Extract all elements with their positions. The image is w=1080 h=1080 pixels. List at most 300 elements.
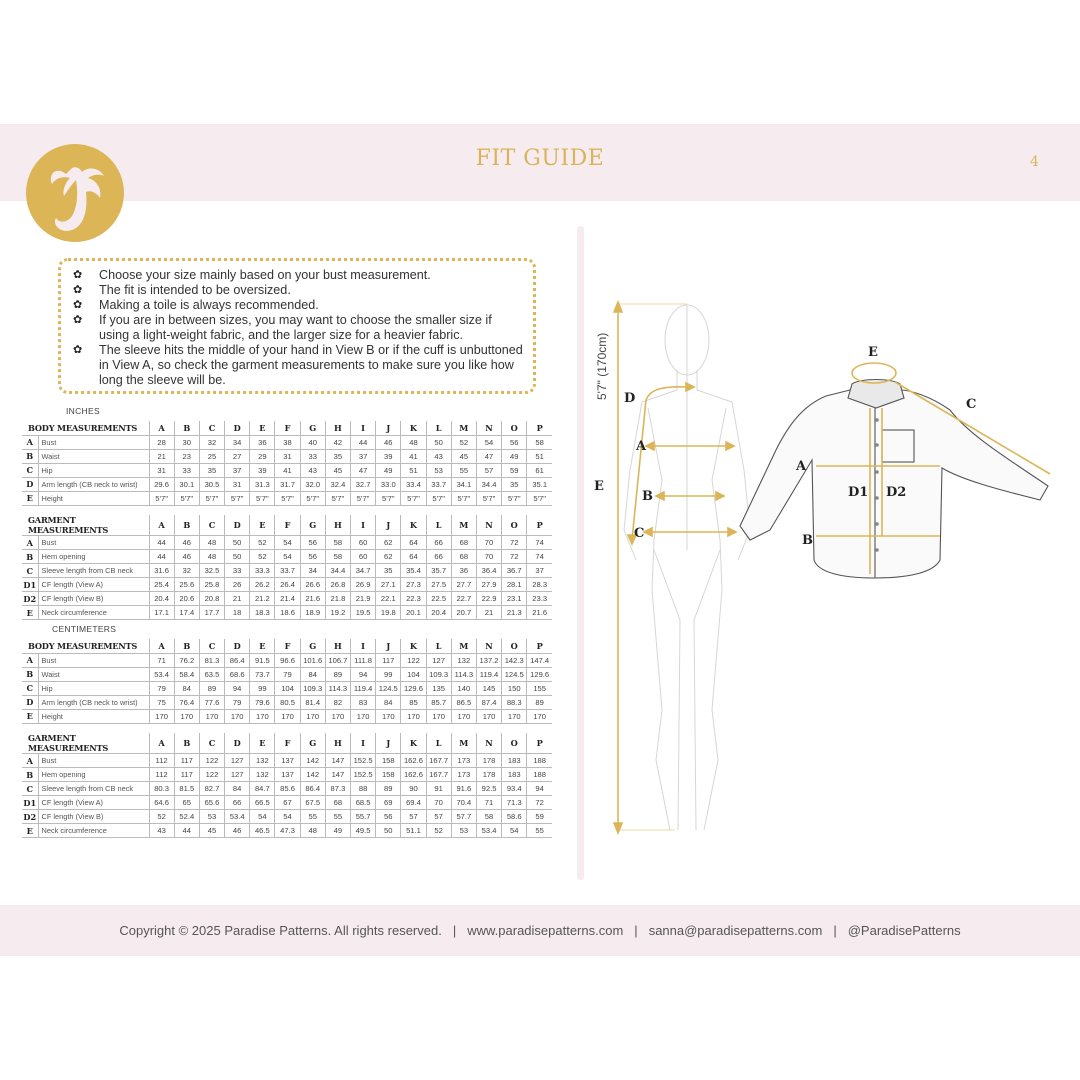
measurement-value: 53 bbox=[199, 810, 224, 824]
centimeters-body-table bbox=[22, 639, 552, 724]
size-column-header: H bbox=[325, 515, 350, 536]
measurement-value: 70 bbox=[476, 550, 501, 564]
measurement-value: 43 bbox=[426, 449, 451, 463]
inches-garment-table bbox=[22, 515, 552, 620]
measurement-value: 74 bbox=[527, 550, 552, 564]
measurement-label: Waist bbox=[38, 449, 149, 463]
size-column-header: L bbox=[426, 733, 451, 754]
size-column-header: L bbox=[426, 515, 451, 536]
measurement-value: 170 bbox=[149, 709, 174, 723]
measurement-value: 72 bbox=[527, 796, 552, 810]
measurement-value: 68.5 bbox=[351, 796, 376, 810]
measurement-value: 88 bbox=[351, 782, 376, 796]
measurement-value: 173 bbox=[451, 754, 476, 768]
measurement-value: 58.6 bbox=[502, 810, 527, 824]
table-header-row bbox=[22, 421, 552, 435]
measurement-value: 170 bbox=[401, 709, 426, 723]
measurement-value: 68.6 bbox=[225, 667, 250, 681]
measurement-value: 109.3 bbox=[426, 667, 451, 681]
measurement-value: 54 bbox=[502, 824, 527, 838]
measurement-value: 72 bbox=[502, 536, 527, 550]
size-column-header: A bbox=[149, 515, 174, 536]
hip-label: C bbox=[634, 526, 645, 541]
size-column-header: E bbox=[250, 515, 275, 536]
measurement-value: 28.1 bbox=[502, 578, 527, 592]
measurement-value: 35.1 bbox=[527, 477, 552, 491]
measurement-value: 5'7" bbox=[149, 491, 174, 505]
measurement-value: 129.6 bbox=[401, 681, 426, 695]
waist-label: B bbox=[642, 489, 653, 504]
size-column-header: D bbox=[225, 639, 250, 653]
measurement-value: 85 bbox=[401, 695, 426, 709]
measurement-value: 22.7 bbox=[451, 592, 476, 606]
size-column-header: O bbox=[502, 421, 527, 435]
measurement-value: 62 bbox=[376, 536, 401, 550]
measurement-value: 188 bbox=[527, 768, 552, 782]
measurement-value: 127 bbox=[426, 653, 451, 667]
measurement-value: 38 bbox=[275, 435, 300, 449]
measurement-value: 26.8 bbox=[325, 578, 350, 592]
measurement-value: 54 bbox=[275, 810, 300, 824]
measurement-code: C bbox=[22, 564, 38, 578]
measurement-value: 5'7" bbox=[275, 491, 300, 505]
website-link[interactable]: www.paradisepatterns.com bbox=[467, 923, 624, 938]
measurement-value: 70 bbox=[426, 796, 451, 810]
size-column-header: P bbox=[527, 515, 552, 536]
table-row bbox=[22, 709, 552, 723]
size-column-header: D bbox=[225, 733, 250, 754]
measurement-value: 152.5 bbox=[351, 754, 376, 768]
size-column-header: P bbox=[527, 421, 552, 435]
measurement-value: 170 bbox=[250, 709, 275, 723]
measurement-value: 48 bbox=[199, 550, 224, 564]
measurement-value: 127 bbox=[225, 754, 250, 768]
measurement-value: 170 bbox=[376, 709, 401, 723]
measurement-value: 32.7 bbox=[351, 477, 376, 491]
measurement-value: 158 bbox=[376, 768, 401, 782]
measurement-value: 167.7 bbox=[426, 754, 451, 768]
measurement-code: E bbox=[22, 491, 38, 505]
measurement-value: 84 bbox=[225, 782, 250, 796]
size-column-header: A bbox=[149, 733, 174, 754]
table-header-row bbox=[22, 515, 552, 536]
size-column-header: K bbox=[401, 733, 426, 754]
measurement-value: 64.6 bbox=[149, 796, 174, 810]
measurement-value: 183 bbox=[502, 768, 527, 782]
size-column-header: B bbox=[174, 515, 199, 536]
measurement-value: 158 bbox=[376, 754, 401, 768]
measurement-code: D bbox=[22, 477, 38, 491]
measurement-value: 150 bbox=[502, 681, 527, 695]
measurement-value: 127 bbox=[225, 768, 250, 782]
table-row bbox=[22, 578, 552, 592]
measurement-value: 79 bbox=[275, 667, 300, 681]
measurement-value: 91.6 bbox=[451, 782, 476, 796]
measurement-label: Bust bbox=[38, 536, 149, 550]
height-code-label: E bbox=[594, 479, 604, 494]
measurement-code: D2 bbox=[23, 593, 37, 604]
measurement-value: 112 bbox=[149, 754, 174, 768]
arm-length-label: D bbox=[624, 391, 636, 406]
measurement-value: 42 bbox=[325, 435, 350, 449]
measurement-value: 20.7 bbox=[451, 606, 476, 620]
measurement-value: 58 bbox=[476, 810, 501, 824]
table-title: BODY MEASUREMENTS bbox=[28, 422, 138, 433]
measurement-value: 45 bbox=[451, 449, 476, 463]
measurement-value: 29 bbox=[250, 449, 275, 463]
measurement-value: 22.9 bbox=[476, 592, 501, 606]
size-column-header: N bbox=[476, 733, 501, 754]
measurement-value: 20.4 bbox=[426, 606, 451, 620]
measurement-value: 27.1 bbox=[376, 578, 401, 592]
measurement-value: 104 bbox=[401, 667, 426, 681]
footer: Copyright © 2025 Paradise Patterns. All rights reserved. | www.paradisepatterns.com | sanna@paradisepatterns.com | @ParadisePatterns bbox=[119, 923, 961, 938]
measurement-value: 90 bbox=[401, 782, 426, 796]
table-row bbox=[22, 606, 552, 620]
column-divider bbox=[577, 226, 584, 880]
measurement-value: 73.7 bbox=[250, 667, 275, 681]
measurement-value: 155 bbox=[527, 681, 552, 695]
measurement-label: Hem opening bbox=[38, 550, 149, 564]
size-column-header: O bbox=[502, 515, 527, 536]
size-column-header: F bbox=[275, 421, 300, 435]
measurement-value: 52.4 bbox=[174, 810, 199, 824]
measurement-value: 59 bbox=[502, 463, 527, 477]
measurement-value: 36 bbox=[451, 564, 476, 578]
measurement-value: 111.8 bbox=[351, 653, 376, 667]
measurement-value: 178 bbox=[476, 768, 501, 782]
measurement-value: 50 bbox=[426, 435, 451, 449]
measurement-value: 33.0 bbox=[376, 477, 401, 491]
measurement-value: 30.1 bbox=[174, 477, 199, 491]
measurement-value: 48 bbox=[300, 824, 325, 838]
size-column-header: F bbox=[275, 515, 300, 536]
measurement-value: 27.5 bbox=[426, 578, 451, 592]
measurement-value: 51.1 bbox=[401, 824, 426, 838]
measurement-value: 26.2 bbox=[250, 578, 275, 592]
measurement-value: 5'7" bbox=[199, 491, 224, 505]
measurement-value: 89 bbox=[325, 667, 350, 681]
social-handle-link[interactable]: @ParadisePatterns bbox=[847, 923, 961, 938]
measurement-value: 23.1 bbox=[502, 592, 527, 606]
size-column-header: I bbox=[351, 421, 376, 435]
measurement-code: A bbox=[22, 536, 38, 550]
measurement-value: 26.6 bbox=[300, 578, 325, 592]
measurement-value: 30 bbox=[174, 435, 199, 449]
measurement-value: 23.3 bbox=[527, 592, 552, 606]
size-column-header: K bbox=[401, 421, 426, 435]
measurement-value: 92.5 bbox=[476, 782, 501, 796]
size-column-header: M bbox=[451, 733, 476, 754]
measurement-label: Sleeve length from CB neck bbox=[38, 782, 149, 796]
measurement-value: 5'7" bbox=[376, 491, 401, 505]
measurement-value: 21 bbox=[149, 449, 174, 463]
measurement-value: 101.6 bbox=[300, 653, 325, 667]
measurement-value: 188 bbox=[527, 754, 552, 768]
measurement-value: 64 bbox=[401, 536, 426, 550]
size-column-header: F bbox=[275, 639, 300, 653]
measurement-value: 20.1 bbox=[401, 606, 426, 620]
measurement-value: 170 bbox=[451, 709, 476, 723]
measurement-value: 93.4 bbox=[502, 782, 527, 796]
measurement-value: 19.5 bbox=[351, 606, 376, 620]
measurement-code: A bbox=[22, 435, 38, 449]
table-row bbox=[22, 536, 552, 550]
measurement-value: 5'7" bbox=[225, 491, 250, 505]
measurement-value: 48 bbox=[401, 435, 426, 449]
table-row bbox=[22, 550, 552, 564]
measurement-value: 17.7 bbox=[199, 606, 224, 620]
measurement-value: 5'7" bbox=[401, 491, 426, 505]
table-row bbox=[22, 435, 552, 449]
measurement-value: 52 bbox=[426, 824, 451, 838]
measurement-value: 147 bbox=[325, 768, 350, 782]
bust-label: A bbox=[636, 439, 647, 454]
measurement-code: C bbox=[22, 681, 38, 695]
measurement-value: 27.7 bbox=[451, 578, 476, 592]
measurement-value: 106.7 bbox=[325, 653, 350, 667]
measurement-value: 32 bbox=[199, 435, 224, 449]
measurement-code: E bbox=[22, 824, 38, 838]
measurement-value: 25.4 bbox=[149, 578, 174, 592]
table-title: BODY MEASUREMENTS bbox=[28, 640, 138, 651]
table-row bbox=[22, 796, 552, 810]
measurement-value: 19.2 bbox=[325, 606, 350, 620]
measurement-value: 45 bbox=[325, 463, 350, 477]
measurement-code: B bbox=[22, 667, 38, 681]
measurement-value: 53 bbox=[426, 463, 451, 477]
size-column-header: C bbox=[199, 515, 224, 536]
measurement-value: 162.6 bbox=[401, 768, 426, 782]
size-column-header: N bbox=[476, 639, 501, 653]
measurement-label: Arm length (CB neck to wrist) bbox=[38, 477, 149, 491]
measurement-value: 89 bbox=[527, 695, 552, 709]
size-column-header: L bbox=[426, 421, 451, 435]
measurement-value: 170 bbox=[351, 709, 376, 723]
measurement-value: 21.2 bbox=[250, 592, 275, 606]
measurement-value: 34 bbox=[225, 435, 250, 449]
measurement-value: 86.5 bbox=[451, 695, 476, 709]
measurement-value: 68 bbox=[451, 550, 476, 564]
measurement-value: 51 bbox=[401, 463, 426, 477]
measurement-label: Hem opening bbox=[38, 768, 149, 782]
size-column-header: L bbox=[426, 639, 451, 653]
measurement-value: 36.4 bbox=[476, 564, 501, 578]
size-column-header: B bbox=[174, 733, 199, 754]
measurement-value: 5'7" bbox=[250, 491, 275, 505]
measurement-value: 94 bbox=[351, 667, 376, 681]
measurement-value: 32.4 bbox=[325, 477, 350, 491]
size-column-header: O bbox=[502, 733, 527, 754]
measurement-value: 25.6 bbox=[174, 578, 199, 592]
flower-bullet-icon: ✿ bbox=[73, 284, 83, 296]
measurement-value: 36.7 bbox=[502, 564, 527, 578]
measurement-value: 91 bbox=[426, 782, 451, 796]
table-title: GARMENT MEASUREMENTS bbox=[28, 515, 109, 535]
measurement-value: 87.4 bbox=[476, 695, 501, 709]
measurement-value: 52 bbox=[250, 550, 275, 564]
measurement-value: 21 bbox=[225, 592, 250, 606]
measurement-value: 137.2 bbox=[476, 653, 501, 667]
measurement-value: 31.7 bbox=[275, 477, 300, 491]
measurement-value: 22.5 bbox=[426, 592, 451, 606]
measurement-label: Sleeve length from CB neck bbox=[38, 564, 149, 578]
size-column-header: H bbox=[325, 421, 350, 435]
measurement-value: 51 bbox=[527, 449, 552, 463]
measurement-value: 32.0 bbox=[300, 477, 325, 491]
measurement-value: 44 bbox=[149, 536, 174, 550]
measurement-value: 79 bbox=[149, 681, 174, 695]
measurement-value: 82.7 bbox=[199, 782, 224, 796]
measurement-value: 5'7" bbox=[476, 491, 501, 505]
table-row bbox=[22, 564, 552, 578]
measurement-value: 17.1 bbox=[149, 606, 174, 620]
measurement-label: CF length (View B) bbox=[38, 810, 149, 824]
measurement-value: 37 bbox=[527, 564, 552, 578]
tip-item: ✿ Making a toile is always recommended. bbox=[73, 298, 319, 312]
measurement-value: 64 bbox=[401, 550, 426, 564]
measurement-code: C bbox=[22, 463, 38, 477]
measurement-value: 56 bbox=[502, 435, 527, 449]
size-column-header: O bbox=[502, 639, 527, 653]
table-title: GARMENT MEASUREMENTS bbox=[28, 733, 109, 753]
measurement-code: A bbox=[22, 754, 38, 768]
measurement-label: Hip bbox=[38, 463, 149, 477]
flower-bullet-icon: ✿ bbox=[73, 269, 83, 281]
measurement-value: 27.3 bbox=[401, 578, 426, 592]
measurement-value: 5'7" bbox=[527, 491, 552, 505]
measurement-value: 122 bbox=[401, 653, 426, 667]
table-row bbox=[22, 667, 552, 681]
table-row bbox=[22, 768, 552, 782]
measurement-label: Hip bbox=[38, 681, 149, 695]
measurement-value: 57 bbox=[401, 810, 426, 824]
size-column-header: H bbox=[325, 733, 350, 754]
copyright-text: Copyright © 2025 Paradise Patterns. All rights reserved. bbox=[119, 923, 442, 938]
size-column-header: J bbox=[376, 421, 401, 435]
email-link[interactable]: sanna@paradisepatterns.com bbox=[648, 923, 823, 938]
size-column-header: D bbox=[225, 421, 250, 435]
measurement-value: 77.6 bbox=[199, 695, 224, 709]
table-header-row bbox=[22, 733, 552, 754]
measurement-value: 140 bbox=[451, 681, 476, 695]
measurement-value: 71 bbox=[476, 796, 501, 810]
measurement-value: 178 bbox=[476, 754, 501, 768]
measurement-value: 48 bbox=[199, 536, 224, 550]
measurement-value: 33.7 bbox=[426, 477, 451, 491]
measurement-value: 62 bbox=[376, 550, 401, 564]
measurement-label: Height bbox=[38, 709, 149, 723]
measurement-value: 52 bbox=[451, 435, 476, 449]
measurement-label: Bust bbox=[38, 653, 149, 667]
measurement-value: 56 bbox=[300, 550, 325, 564]
measurement-value: 36 bbox=[250, 435, 275, 449]
size-column-header: I bbox=[351, 515, 376, 536]
measurement-value: 5'7" bbox=[351, 491, 376, 505]
size-column-header: M bbox=[451, 421, 476, 435]
measurement-value: 31.3 bbox=[250, 477, 275, 491]
measurement-value: 124.5 bbox=[376, 681, 401, 695]
measurement-value: 31 bbox=[149, 463, 174, 477]
measurement-value: 76.2 bbox=[174, 653, 199, 667]
measurement-value: 122 bbox=[199, 754, 224, 768]
measurement-value: 5'7" bbox=[325, 491, 350, 505]
measurement-value: 22.3 bbox=[401, 592, 426, 606]
measurement-value: 21 bbox=[476, 606, 501, 620]
measurement-value: 53 bbox=[451, 824, 476, 838]
measurement-value: 99 bbox=[376, 667, 401, 681]
measurement-value: 33.4 bbox=[401, 477, 426, 491]
table-row bbox=[22, 463, 552, 477]
measurement-value: 86.4 bbox=[300, 782, 325, 796]
measurement-value: 28.3 bbox=[527, 578, 552, 592]
table-row bbox=[22, 810, 552, 824]
measurement-illustration bbox=[590, 290, 1080, 850]
measurement-value: 87.3 bbox=[325, 782, 350, 796]
size-column-header: N bbox=[476, 421, 501, 435]
measurement-value: 170 bbox=[199, 709, 224, 723]
measurement-value: 32.5 bbox=[199, 564, 224, 578]
measurement-value: 137 bbox=[275, 768, 300, 782]
measurement-value: 52 bbox=[250, 536, 275, 550]
measurement-value: 170 bbox=[325, 709, 350, 723]
measurement-value: 119.4 bbox=[351, 681, 376, 695]
shirt-bust-label: A bbox=[796, 459, 807, 474]
measurement-value: 40 bbox=[300, 435, 325, 449]
measurement-value: 39 bbox=[376, 449, 401, 463]
measurement-value: 37 bbox=[225, 463, 250, 477]
measurement-value: 37 bbox=[351, 449, 376, 463]
measurement-code: B bbox=[22, 550, 38, 564]
measurement-value: 74 bbox=[527, 536, 552, 550]
measurement-value: 170 bbox=[174, 709, 199, 723]
measurement-value: 18.9 bbox=[300, 606, 325, 620]
measurement-value: 66.5 bbox=[250, 796, 275, 810]
size-column-header: E bbox=[250, 421, 275, 435]
measurement-code: B bbox=[22, 768, 38, 782]
measurement-value: 21.6 bbox=[300, 592, 325, 606]
measurement-value: 22.1 bbox=[376, 592, 401, 606]
tips-box bbox=[58, 258, 536, 394]
measurement-value: 66 bbox=[225, 796, 250, 810]
measurement-code: D1 bbox=[23, 579, 37, 590]
size-column-header: I bbox=[351, 733, 376, 754]
measurement-value: 63.5 bbox=[199, 667, 224, 681]
measurement-value: 29.6 bbox=[149, 477, 174, 491]
measurement-value: 170 bbox=[426, 709, 451, 723]
measurement-value: 54 bbox=[275, 550, 300, 564]
measurement-value: 46 bbox=[174, 550, 199, 564]
measurement-value: 56 bbox=[300, 536, 325, 550]
measurement-value: 58 bbox=[325, 536, 350, 550]
neck-label: E bbox=[868, 345, 878, 360]
measurement-value: 167.7 bbox=[426, 768, 451, 782]
size-column-header: G bbox=[300, 515, 325, 536]
measurement-code: E bbox=[22, 606, 38, 620]
size-column-header: G bbox=[300, 639, 325, 653]
measurement-value: 35 bbox=[325, 449, 350, 463]
measurement-value: 35.7 bbox=[426, 564, 451, 578]
measurement-value: 122 bbox=[199, 768, 224, 782]
measurement-value: 35.4 bbox=[401, 564, 426, 578]
measurement-value: 117 bbox=[174, 768, 199, 782]
measurement-value: 53.4 bbox=[476, 824, 501, 838]
measurement-value: 79.6 bbox=[250, 695, 275, 709]
measurement-value: 132 bbox=[451, 653, 476, 667]
measurement-value: 117 bbox=[376, 653, 401, 667]
measurement-value: 142 bbox=[300, 768, 325, 782]
table-row bbox=[22, 491, 552, 505]
